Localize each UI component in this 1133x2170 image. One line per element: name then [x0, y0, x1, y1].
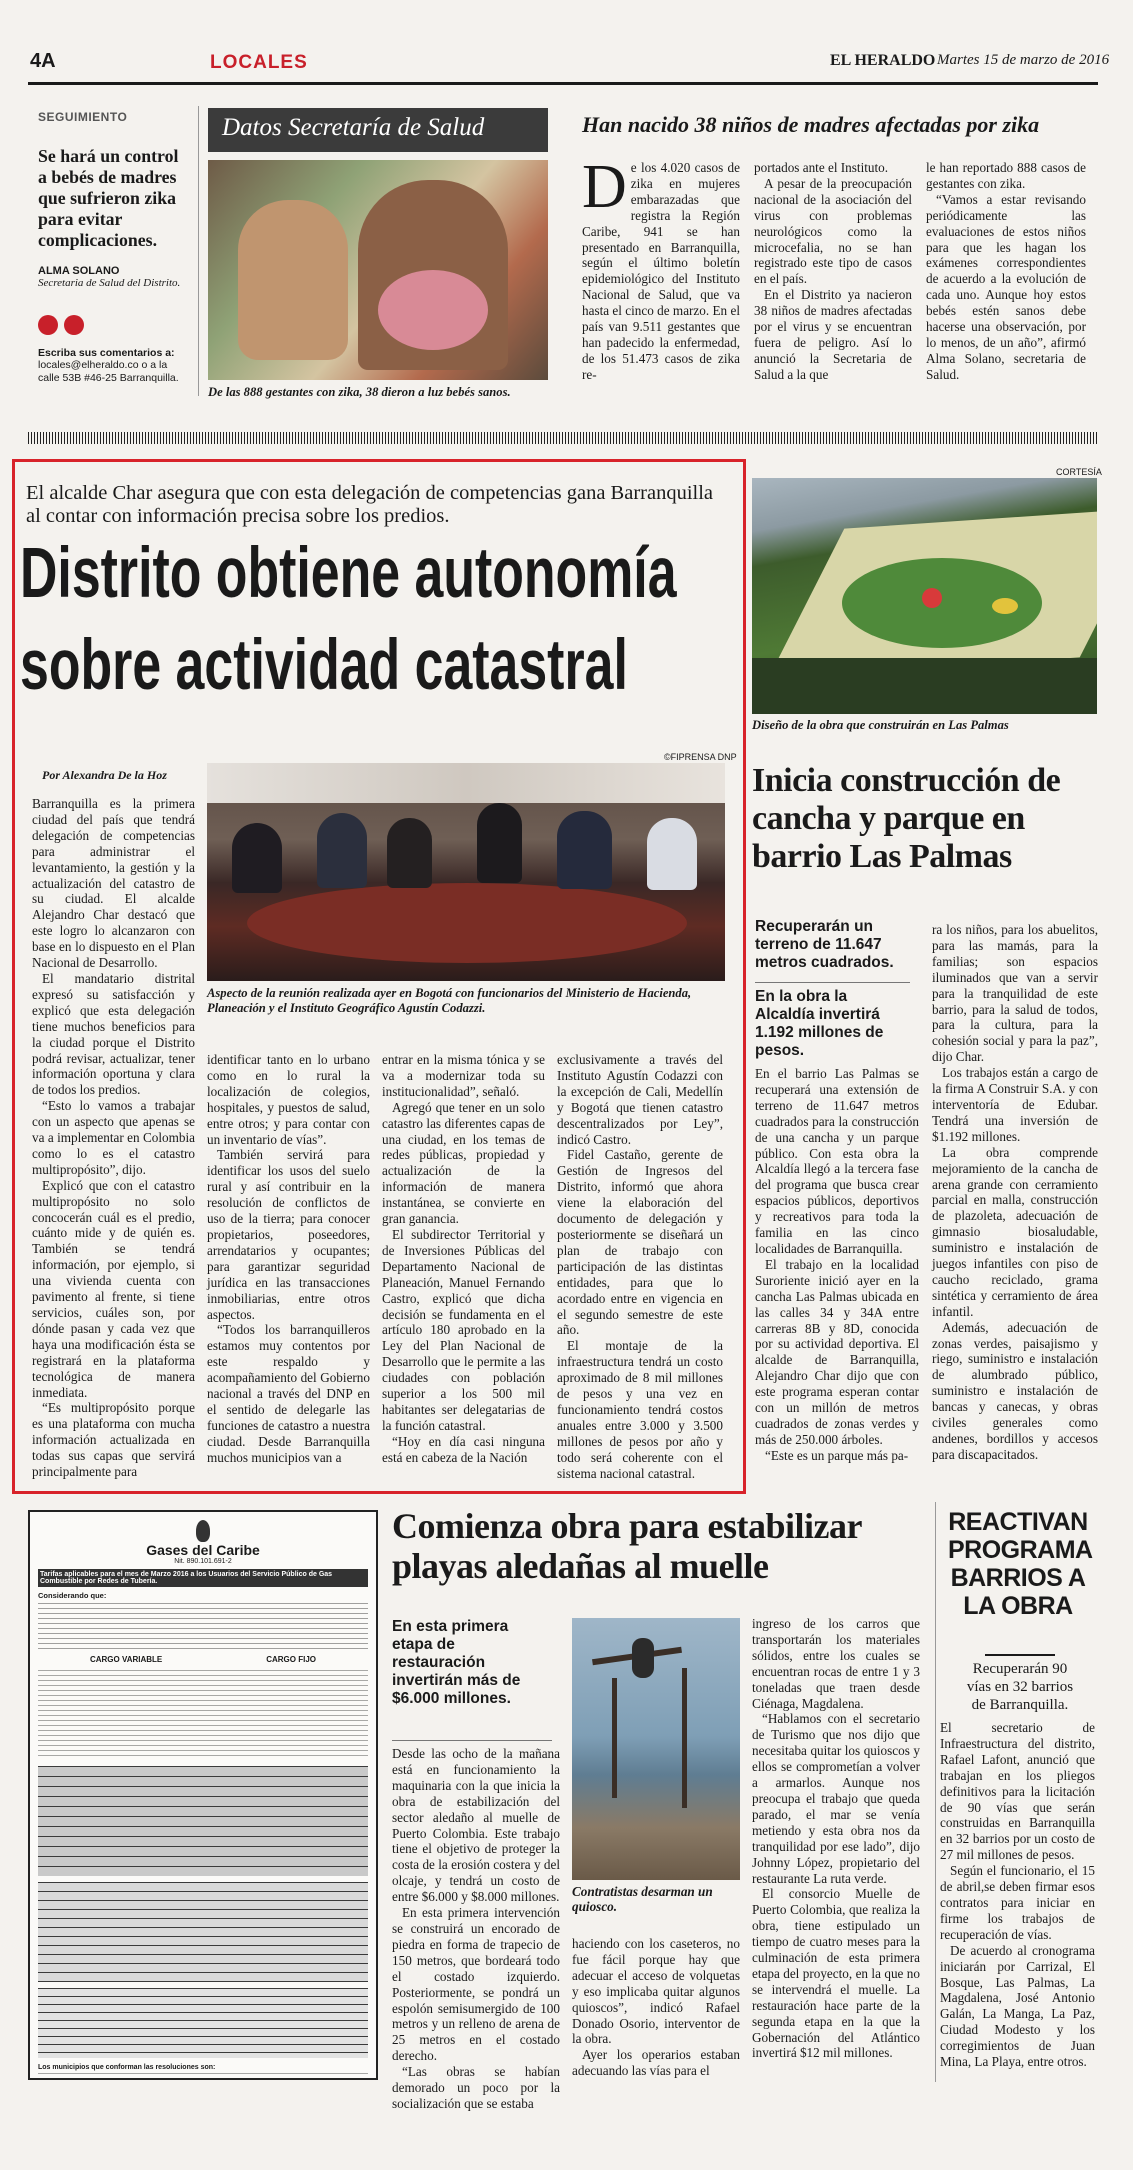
- paragraph: De acuerdo al cronograma iniciarán por Carrizal, El Bosque, Las Palmas, La Magdalena, José Antonio Galán, La Manga, La Paz, Ciudad Modesto y los corregimientos de Juan Mina, La Playa, entre otros.: [940, 1942, 1095, 2070]
- dropcap: D: [582, 153, 627, 221]
- paragraph: A pesar de la preocupación nacional de la asociación del virus con problemas neurológicos como la microcefalia, no se han registrado este tipo de casos en el país.: [754, 175, 912, 287]
- paragraph: Además, adecuación de zonas verdes, paisajismo y riego, suministro e instalación de alumbrado público, suministro e instalación de bancas y canecas, y obras civiles generales como andenes, bordillos y accesos para discapacitados.: [932, 1319, 1098, 1462]
- main-deck: El alcalde Char asegura que con esta delegación de competencias gana Barranquilla al contar con información precisa sobre los predios.: [26, 482, 714, 527]
- main-col4: [557, 1052, 723, 1481]
- paragraph: portados ante el Instituto.: [754, 160, 889, 175]
- paragraph: ra los niños, para los abuelitos, para las mamás, para la familias; son espacios iluminados que van a servir para la tranquilidad de este barrio, para la salud de todos, para la cultura, para la cohesión social y para la paz”, dijo Char.: [932, 922, 1098, 1065]
- beach-col1: [392, 1746, 560, 2112]
- paragraph: “Todos los barranquilleros estamos muy contentos por este respaldo y acompañamiento del Gobierno nacional a través del DNP en el sentido de delegarle las funciones de catastro a nuestra ciudad. Desde Barranquilla muchos municipios van a: [207, 1322, 370, 1465]
- roads-sub: Recuperarán 90 vías en 32 barrios de Barranquilla.: [966, 1661, 1074, 1713]
- beach-photo-caption: Contratistas desarman un quiosco.: [572, 1884, 713, 1914]
- ad-company: Gases del Caribe: [146, 1542, 260, 1558]
- paragraph: ingreso de los carros que transportarán los materiales sólidos, entre los cuales se encuentran rocas de entre 1 y 3 toneladas que traen desde Ciénaga, Magdalena.: [752, 1616, 920, 1711]
- zika-photo: [208, 160, 548, 380]
- comment-contact: locales@elheraldo.co o a la calle 53B #46-25 Barranquilla.: [38, 359, 179, 384]
- paragraph: “Este es un parque más pa-: [765, 1447, 909, 1463]
- beach-sub: En esta primera etapa de restauración invertirán más de $6.000 millones.: [392, 1618, 521, 1707]
- social-icon[interactable]: [38, 315, 58, 335]
- ad-footer: Los municipios que conforman las resoluciones son:: [38, 2064, 216, 2071]
- main-headline-line1: Distrito obtiene autonomía: [20, 534, 677, 613]
- page-number: 4A: [30, 50, 56, 72]
- paragraph: En el Distrito ya nacieron 38 niños de madres afectadas por el virus y se encuentran fuera de peligro. Así lo anunció la Secretaria de Salud a la que: [754, 287, 912, 382]
- paragraph: le han reportado 888 casos de gestantes con zika.: [926, 160, 1086, 191]
- tariff-ad: [28, 1510, 378, 2080]
- paragraph: identificar tanto en lo urbano como en lo rural la localización de colegios, hospitales, y puestos de salud, entre otros; y para contar con un inventario de vías”.: [207, 1052, 370, 1147]
- newspaper-name: EL HERALDO: [830, 52, 936, 69]
- park-headline: Inicia construcción de cancha y parque en barrio Las Palmas: [752, 762, 1061, 875]
- paragraph: entrar en la misma tónica y se va a modernizar toda su institucionalidad”, señaló.: [382, 1052, 545, 1099]
- paragraph: Explicó que con el catastro multipropósito no solo concocerán cuál es el predio, cuánto mide y de quién es. También se tendrá información, por ejemplo, si una vivienda cuenta con pavimento al frente, si tiene servicios, cuáles son, por dónde pasan y cada vez que haya una modificación ésta se registrará en la plataforma tecnológica de manera inmediata.: [32, 1177, 195, 1400]
- park-sub-rule: [755, 982, 910, 983]
- paragraph: En el barrio Las Palmas se recuperará una extensión de terreno de 11.647 metros cuadrados para la construcción de una cancha y un parque público. Con esta obra la Alcaldía llegó a la tercera fase del programa que busca crear espacios públicos, deportivos y recreativos para toda la familia en las cinco localidades de Barranquilla.: [755, 1066, 919, 1256]
- ad-consider: Considerando que:: [38, 1591, 107, 1600]
- pull-quote: Se hará un control a bebés de madres que sufrieron zika para evitar complicaciones.: [38, 146, 179, 250]
- ad-formula-fixed: CARGO FIJO: [266, 1655, 316, 1664]
- beach-photo: [572, 1618, 740, 1880]
- zika-sidebar: [38, 110, 188, 400]
- quote-author: ALMA SOLANO: [38, 265, 120, 277]
- park-sub1: Recuperarán un terreno de 11.647 metros cuadrados.: [755, 918, 894, 971]
- paragraph: Desde las ocho de la mañana está en funcionamiento la maquinaria con la que inicia la obra de estabilización del sector aledaño al muelle de Puerto Colombia. Este trabajo tiene el objetivo de proteger la costa de la erosión costera y del olcaje, y tendrá un costo de entre $6.000 y $8.000 millones.: [392, 1746, 560, 1905]
- paragraph: La obra comprende mejoramiento de la cancha de arena grande con cerramiento parcial en malla, construcción de plazoleta, adecuación de gimnasio biosaludable, suministro e instalación de juegos infantiles con piso de caucho reciclado, grama sintética y cerramiento de área infantil.: [932, 1144, 1098, 1319]
- main-col1: [32, 796, 195, 1480]
- paragraph: El consorcio Muelle de Puerto Colombia, que realiza la obra, tiene estipulado un tiempo de cuatro meses para la culminación de esta primera etapa del proyecto, en la que no se intervendrá el muelle. La restauración hace parte de la segunda etapa en la que la Gobernación del Atlántico invertirá $12 mil millones.: [752, 1886, 920, 2061]
- comment-label: Escriba sus comentarios a:: [38, 347, 175, 359]
- zika-banner: Datos Secretaría de Salud: [208, 108, 548, 152]
- paragraph: exclusivamente a través del Instituto Agustín Codazzi con la excepción de Cali, Medellín y Bogotá que tienen catastro descentralizados por Ley”, indicó Castro.: [557, 1052, 723, 1147]
- paragraph: El mandatario distrital expresó su satisfacción y explicó que esta delegación tiene muchos beneficios para la ciudad porque el Distrito podrá revisar, actualizar, tener información oportuna y clara de todos los predios.: [32, 970, 195, 1098]
- park-col1: [755, 1066, 919, 1464]
- sidebar-divider: [198, 106, 199, 396]
- ad-formula-variable: CARGO VARIABLE: [89, 1655, 163, 1664]
- paragraph: Según el funcionario, el 15 de abril,se deben firmar esos contratos para iniciar en firme los trabajos de recuperación de vías.: [940, 1863, 1095, 1942]
- park-photo-credit: CORTESÍA: [1056, 467, 1102, 477]
- zika-photo-caption: De las 888 gestantes con zika, 38 dieron a luz bebés sanos.: [208, 385, 511, 399]
- section-separator: [28, 432, 1098, 444]
- flame-icon: [196, 1520, 210, 1542]
- paragraph: Barranquilla es la primera ciudad del país que tendrá delegación de competencias para administrar el levantamiento, la gestión y la actualización del catastro de su ciudad. El alcalde Alejandro Char destacó que este logro lo alcanzaron con base en lo dispuesto en el Plan Nacional de Desarrollo.: [32, 796, 195, 971]
- paragraph: El trabajo en la localidad Suroriente inició ayer en la cancha Las Palmas ubicada en las calles 34 y 34A entre carreras 8B y 8D, conocida por su actividad deportiva. El alcalde de Barranquilla, Alejandro Char dijo que con este programa esperan contar con un millón de metros cuadrados de zonas verdes y más de 250.000 árboles.: [755, 1256, 919, 1447]
- quote-author-role: Secretaria de Salud del Distrito.: [38, 277, 181, 289]
- zika-col1-text: e los 4.020 casos de zika en mujeres embarazadas que registra la Región Caribe, 941 se han presentado en Barranquilla, según el último boletín epidemiológico del Instituto Nacional de Salud, que va hasta el cinco de marzo. En el país van 9.511 gestantes que han padecido la enfermedad, de los 51.473 casos de zika re-: [582, 160, 740, 382]
- paragraph: “Hablamos con el secretario de Turismo que nos dijo que necesitaba quitar los quioscos y ellos se comprometían a volver a armarlos. Aunque nos preocupa el trabajo que queda parado, el mar se venía metiendo y esta obra nos da tranquilidad por ese lado”, dijo Johnny López, propietario del restaurante La ruta verde.: [752, 1711, 920, 1886]
- zika-col1: [582, 153, 740, 383]
- tariff-table-2: [38, 1882, 368, 1982]
- roads-body: [940, 1720, 1095, 2070]
- paragraph: El montaje de la infraestructura tendrá un costo aproximado de 8 mil millones de pesos y una vez en funcionamiento tendrá costos anuales entre 3.000 y 3.500 millones de pesos por año y todo será coherente con el sistema nacional catastral.: [557, 1338, 723, 1481]
- ad-nit: Nit. 890.101.691-2: [174, 1558, 232, 1565]
- park-photo-caption: Diseño de la obra que construirán en Las Palmas: [752, 718, 1009, 732]
- paragraph: “Hoy en día casi ninguna está en cabeza de la Nación: [382, 1433, 545, 1465]
- paragraph: “Es multipropósito porque es una plataforma con mucha información actualizada en todas sus capas que servirá principalmente para: [32, 1400, 195, 1480]
- meeting-photo-caption: Aspecto de la reunión realizada ayer en Bogotá con funcionarios del Ministerio de Hacienda, Planeación y el Instituto Geográfico Agustín Codazzi.: [207, 986, 692, 1015]
- paragraph: También servirá para identificar los usos del suelo rural y así contribuir en la resolución de conflictos de uso de la tierra; para conocer propietarios, poseedores, arrendatarios y ocupantes; para garantizar seguridad jurídica en las transacciones inmobiliarias, entre otros aspectos.: [207, 1147, 370, 1322]
- section-name: LOCALES: [210, 52, 308, 73]
- header-rule: [28, 82, 1098, 85]
- zika-headline: Han nacido 38 niños de madres afectadas por zika: [582, 112, 1040, 137]
- email-icon[interactable]: [64, 315, 84, 335]
- issue-date: Martes 15 de marzo de 2016: [937, 52, 1110, 68]
- kicker: SEGUIMIENTO: [38, 110, 128, 124]
- paragraph: Fidel Castaño, gerente de Gestión de Ingresos del Distrito, informó que ahora viene la elaboración del documento de delegación y posteriormente se diseñará un plan de trabajo con participación de las distintas entidades, para que lo acordado entre en vigencia en el segundo semestre de este año.: [557, 1147, 723, 1338]
- main-col3: [382, 1052, 545, 1466]
- park-sub2: En la obra la Alcaldía invertirá 1.192 millones de pesos.: [755, 988, 884, 1059]
- paragraph: “Las obras se habían demorado un poco por la socialización que se estaba: [392, 2064, 560, 2111]
- roads-divider: [935, 1502, 936, 2082]
- roads-headline: REACTIVAN PROGRAMA BARRIOS A LA OBRA: [948, 1508, 1093, 1620]
- main-headline-line2: sobre actividad catastral: [20, 626, 628, 705]
- park-render-photo: [752, 478, 1097, 714]
- tariff-table-1: [38, 1766, 368, 1876]
- roads-rule: [985, 1654, 1055, 1656]
- beach-sub-rule: [392, 1740, 552, 1741]
- paragraph: Ayer los operarios estaban adecuando las vías para el: [572, 2047, 740, 2079]
- park-col2: [932, 922, 1098, 1463]
- paragraph: Los trabajos están a cargo de la firma A Construir S.A. y con interventoría de Edubar. Tendrá una inversión de $1.192 millones.: [932, 1065, 1098, 1144]
- ad-intro: Tarifas aplicables para el mes de Marzo 2016 a los Usuarios del Servicio Público de Gas Combustible por Redes de Tubería.: [38, 1569, 368, 1587]
- beach-col3: [752, 1616, 920, 2061]
- paragraph: El subdirector Territorial y de Inversiones Públicas del Departamento Nacional de Planeación, Manuel Fernando Castro, explicó que dicha decisión se fundamenta en el artículo 180 aprobado en la Ley del Plan Nacional de Desarrollo que le permite a las ciudades con población superior a los 500 mil habitantes ser delegatarias de la función catastral.: [382, 1226, 545, 1433]
- paragraph: Agregó que tener en un solo catastro las diferentes capas de una ciudad, en los temas de redes públicas, propiedad y actualización de la información de manera instantánea, se convierte en gran ganancia.: [382, 1099, 545, 1227]
- beach-headline: Comienza obra para estabilizar playas aledañas al muelle: [392, 1506, 862, 1586]
- paragraph: El secretario de Infraestructura del distrito, Rafael Lafont, anunció que trabajan en los pliegos definitivos para la licitación de 90 vías que serán construidas en Barranquilla en 32 barrios por un costo de 27 mil millones de pesos.: [940, 1720, 1095, 1863]
- byline: Por Alexandra De la Hoz: [42, 768, 167, 782]
- paragraph: “Vamos a estar revisando periódicamente las evaluaciones de estos niños para que les hagan los exámenes correspondientes de acuerdo a la evolución de cada uno. Aunque hoy estos bebés estén sanos debe hacerse una observación, por lo menos, de un año”, afirmó Alma Solano, secretaria de Salud.: [926, 191, 1086, 382]
- paragraph: haciendo con los caseteros, no fue fácil porque hay que adecuar el acceso de volquetas y eso implicaba quitar algunos quioscos”, indicó Rafael Donado Osorio, interventor de la obra.: [572, 1936, 740, 2047]
- tariff-table-3: [38, 1988, 368, 2058]
- meeting-photo: [207, 763, 725, 981]
- zika-col3: [926, 160, 1086, 383]
- beach-col2: [572, 1936, 740, 2079]
- photo-credit: ©FIPRENSA DNP: [664, 752, 737, 762]
- paragraph: En esta primera intervención se construirá un encorado de piedra en forma de trapecio de 150 metros, que bordeará todo el costado izquierdo. Posteriormente, se pondrá un espolón semisumergido de 100 metros y un relleno de arena de 25 metros en el costado derecho.: [392, 1905, 560, 2064]
- zika-col2: [754, 160, 912, 383]
- paragraph: “Esto lo vamos a trabajar con un aspecto que apenas se va a implementar en Colombia como lo es el catastro multipropósito”, dijo.: [32, 1098, 195, 1177]
- main-col2: [207, 1052, 370, 1466]
